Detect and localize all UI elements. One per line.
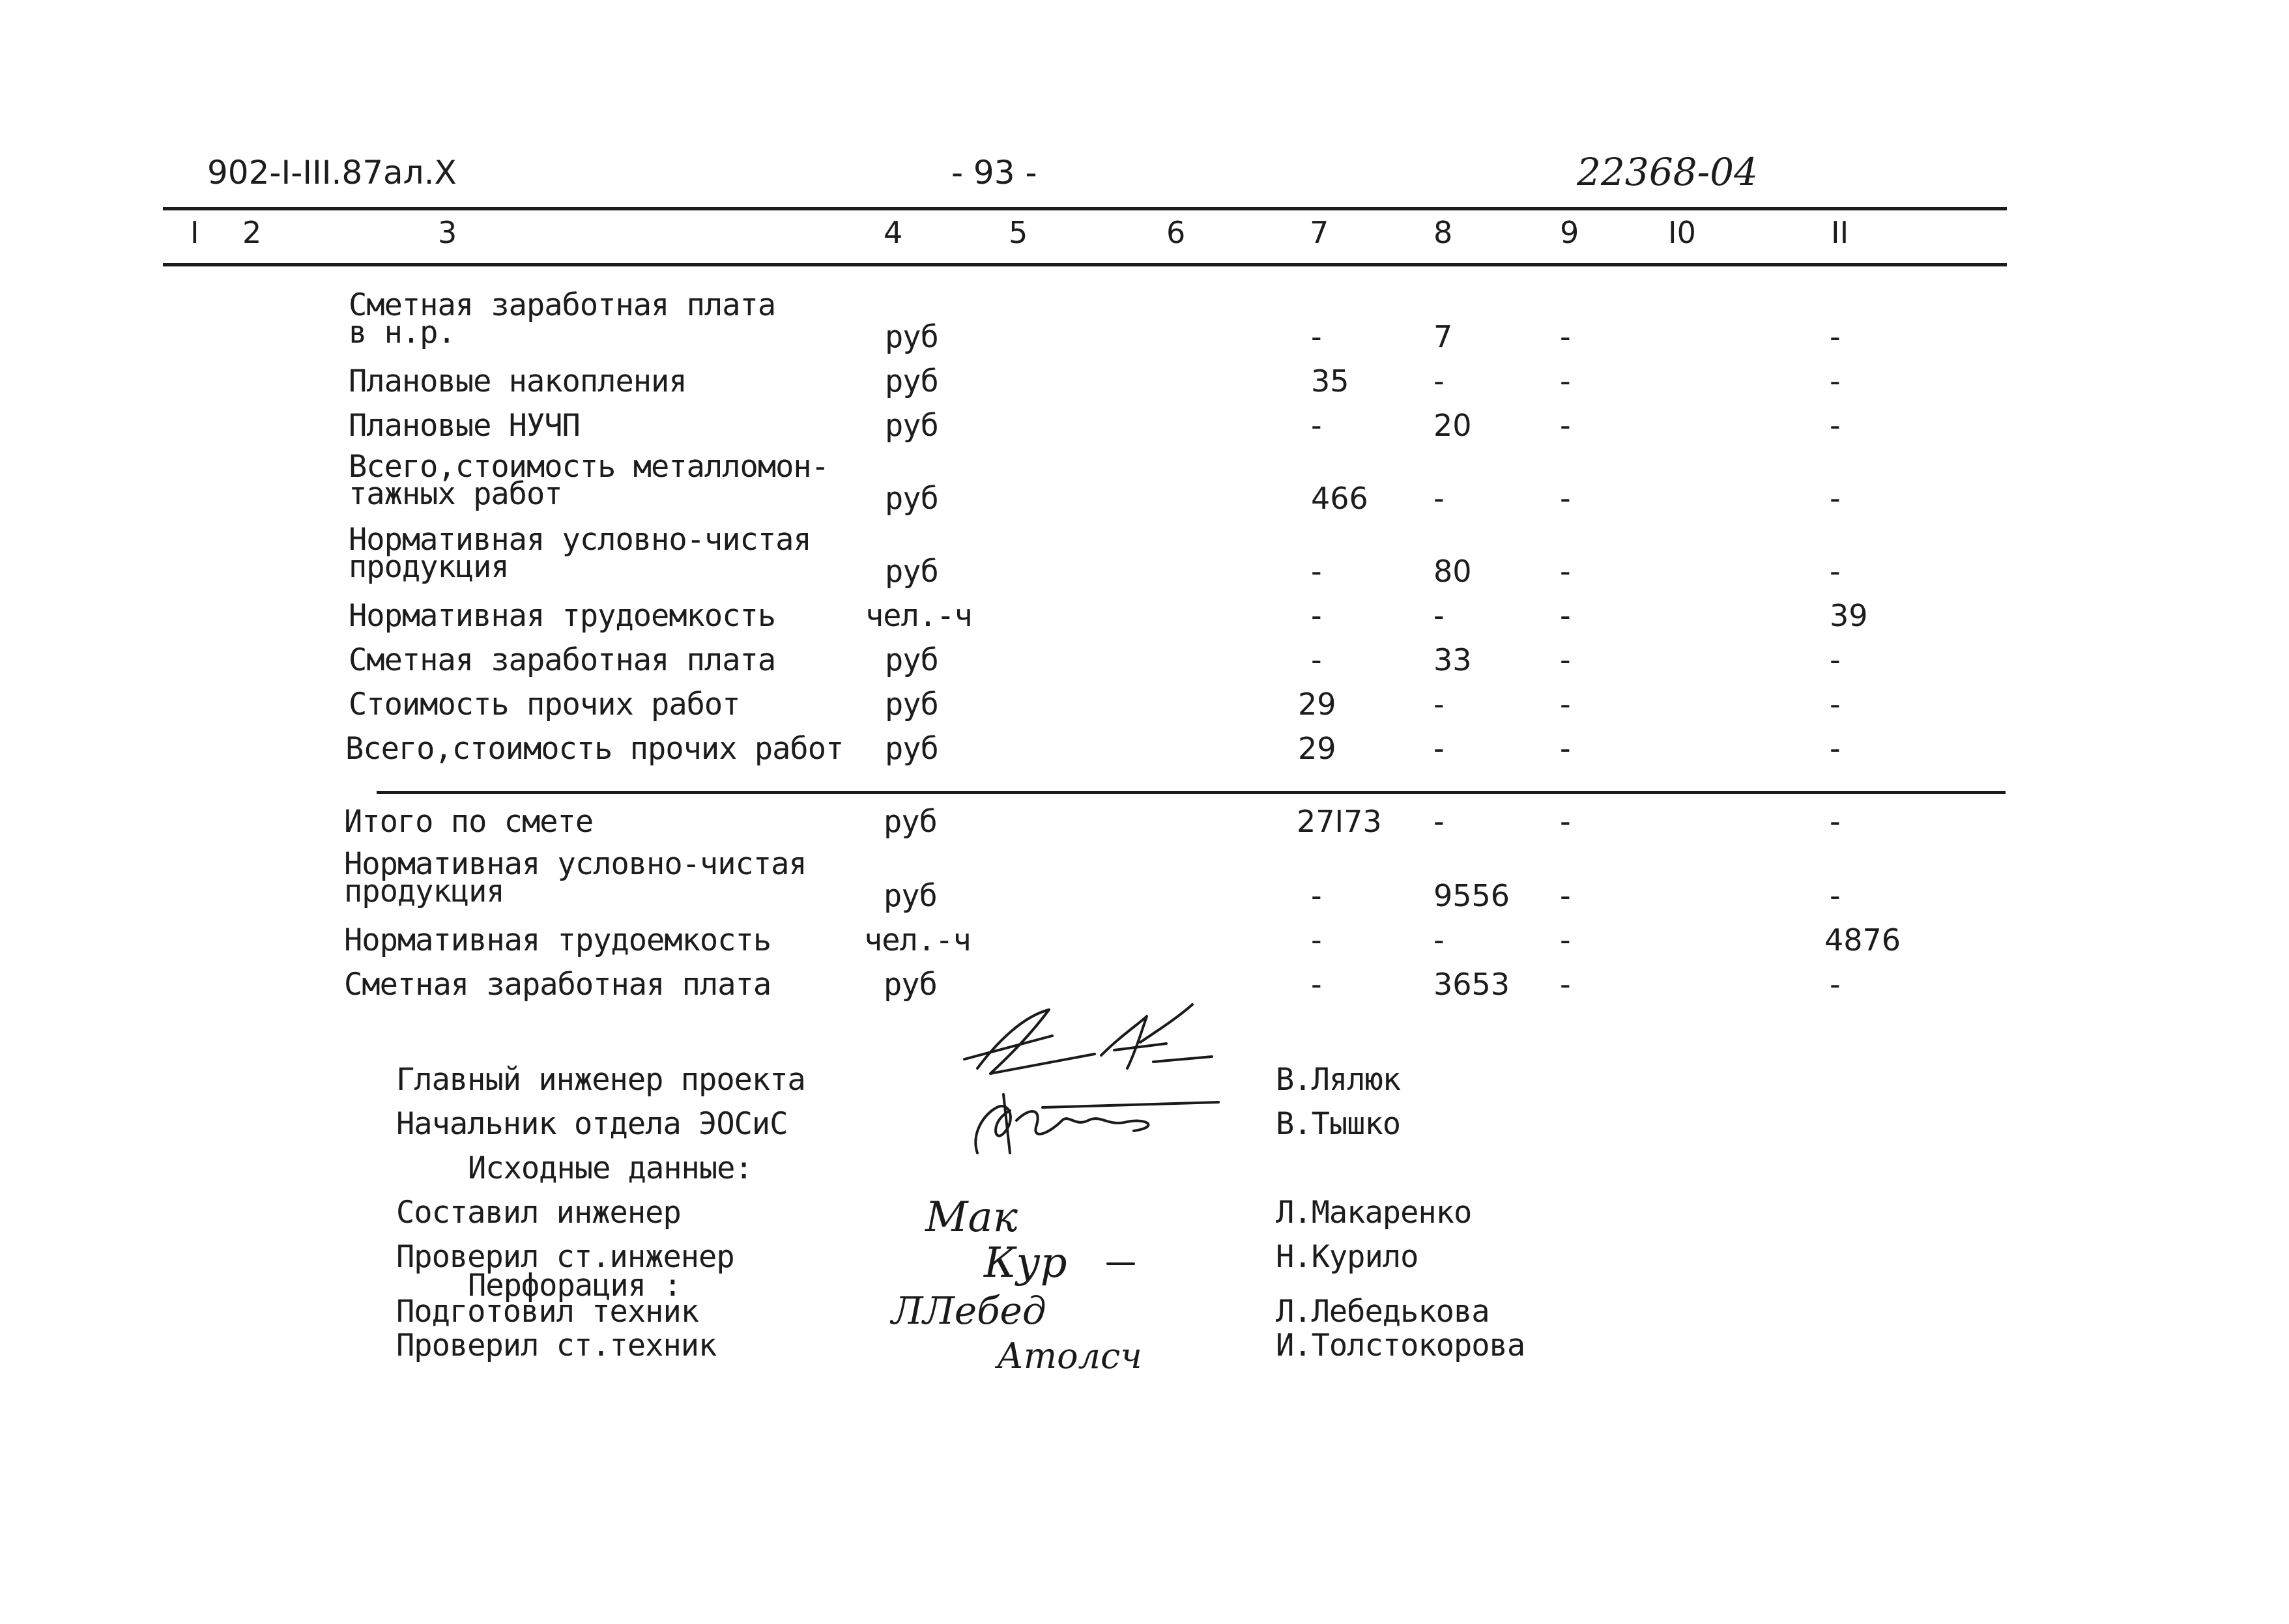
- column-header: 3: [438, 215, 457, 250]
- cell-col8: 7: [1433, 319, 1453, 354]
- section-heading: Перфорация :: [468, 1268, 682, 1303]
- row-label: Сметная заработная плата: [349, 642, 776, 678]
- row-label: Всего,стоимость прочих работ: [345, 731, 844, 767]
- row-label: Нормативная условно-чистая продукция: [349, 522, 811, 585]
- row-unit: руб: [885, 408, 938, 444]
- signature-tyshko: [938, 1081, 1238, 1160]
- subtotal-rule: [377, 791, 2006, 794]
- row-label: Всего,стоимость металломон- тажных работ: [349, 449, 829, 512]
- cell-col8: -: [1433, 598, 1445, 633]
- signature-role: Начальник отдела ЭОСиС: [396, 1106, 788, 1142]
- cell-col11: -: [1830, 731, 1841, 766]
- cell-col8: -: [1433, 687, 1445, 722]
- signature-lebedkova-tolstokorova: [886, 1277, 1160, 1375]
- row-unit: руб: [885, 554, 938, 590]
- inventory-number: 22368-04: [1577, 150, 1758, 194]
- document-code: 902-I-III.87ал.X: [207, 154, 457, 192]
- signature-name: В.Лялюк: [1276, 1062, 1401, 1098]
- signature-role: Проверил ст.инженер: [396, 1239, 734, 1275]
- cell-col7: 466: [1311, 481, 1368, 516]
- cell-col8: 80: [1433, 554, 1472, 589]
- cell-col7: -: [1311, 598, 1322, 633]
- column-header: I0: [1668, 215, 1696, 250]
- cell-col8: -: [1433, 922, 1445, 958]
- cell-col7: -: [1311, 408, 1322, 443]
- cell-col11: -: [1830, 687, 1841, 722]
- cell-col11: -: [1830, 804, 1841, 839]
- cell-col7: -: [1311, 878, 1322, 913]
- cell-col11: -: [1830, 878, 1841, 913]
- cell-col11: -: [1830, 363, 1841, 399]
- row-unit: чел.-ч: [864, 922, 971, 958]
- column-header: 9: [1560, 215, 1579, 250]
- cell-col8: 3653: [1433, 967, 1510, 1002]
- column-header: 6: [1166, 215, 1186, 250]
- cell-col7: -: [1311, 922, 1322, 958]
- row-unit: руб: [884, 967, 937, 1003]
- row-label: Плановые НУЧП: [349, 408, 580, 444]
- cell-col9: -: [1560, 804, 1571, 839]
- column-header: 5: [1009, 215, 1028, 250]
- cell-col9: -: [1560, 642, 1571, 677]
- cell-col9: -: [1560, 922, 1571, 958]
- cell-col7: -: [1311, 319, 1322, 354]
- column-header: 4: [884, 215, 903, 250]
- signature-name: Л.Лебедькова: [1276, 1294, 1490, 1330]
- signature-role: Главный инженер проекта: [396, 1062, 805, 1098]
- signature-name: Л.Макаренко: [1276, 1195, 1472, 1231]
- row-unit: руб: [884, 804, 937, 840]
- section-heading: Исходные данные:: [468, 1150, 753, 1186]
- row-unit: руб: [885, 731, 938, 767]
- column-header: 8: [1433, 215, 1453, 250]
- row-unit: руб: [885, 642, 938, 678]
- row-label: Нормативная трудоемкость: [349, 598, 776, 634]
- row-label: Сметная заработная плата: [344, 967, 771, 1003]
- signature-lyalyuk: [951, 997, 1238, 1088]
- row-label: Стоимость прочих работ: [349, 687, 740, 722]
- row-label: Нормативная трудоемкость: [344, 922, 771, 958]
- cell-col9: -: [1560, 319, 1571, 354]
- sig-text: ЛЛебед: [891, 1289, 1046, 1333]
- sig-text: Мак: [925, 1193, 1018, 1242]
- row-label: Плановые накопления: [349, 363, 687, 399]
- signature-name: В.Тышко: [1276, 1106, 1401, 1142]
- cell-col8: -: [1433, 363, 1445, 399]
- cell-col8: -: [1433, 731, 1445, 766]
- cell-col7: 29: [1298, 687, 1336, 722]
- cell-col7: 27I73: [1297, 804, 1382, 839]
- cell-col7: -: [1311, 967, 1322, 1002]
- cell-col8: 20: [1433, 408, 1472, 443]
- cell-col11: -: [1830, 481, 1841, 516]
- row-unit: руб: [885, 687, 938, 722]
- sig-text: Атолсч: [997, 1335, 1142, 1376]
- signature-name: И.Толстокорова: [1276, 1328, 1525, 1363]
- row-label: Сметная заработная плата в н.р.: [349, 287, 776, 350]
- cell-col9: -: [1560, 878, 1571, 913]
- cell-col7: -: [1311, 554, 1322, 589]
- row-unit: руб: [885, 481, 938, 517]
- row-unit: руб: [884, 878, 937, 914]
- cell-col11: 39: [1830, 598, 1868, 633]
- signature-name: Н.Курило: [1276, 1239, 1418, 1275]
- cell-col7: -: [1311, 642, 1322, 677]
- page-number: - 93 -: [951, 154, 1037, 192]
- cell-col11: -: [1830, 408, 1841, 443]
- row-label: Нормативная условно-чистая продукция: [344, 846, 807, 909]
- header-bottom-rule: [163, 263, 2007, 266]
- row-unit: руб: [885, 319, 938, 355]
- row-label: Итого по смете: [344, 804, 594, 840]
- cell-col8: -: [1433, 481, 1445, 516]
- header-top-rule: [163, 207, 2007, 210]
- signature-role: Составил инженер: [396, 1195, 681, 1231]
- cell-col9: -: [1560, 363, 1571, 399]
- cell-col11: -: [1830, 319, 1841, 354]
- cell-col9: -: [1560, 731, 1571, 766]
- cell-col11: 4876: [1824, 922, 1901, 958]
- column-header: 7: [1310, 215, 1329, 250]
- sig-text: Кур: [984, 1239, 1067, 1287]
- cell-col8: -: [1433, 804, 1445, 839]
- cell-col11: -: [1830, 642, 1841, 677]
- cell-col9: -: [1560, 481, 1571, 516]
- column-header: II: [1831, 215, 1849, 250]
- cell-col9: -: [1560, 554, 1571, 589]
- cell-col9: -: [1560, 408, 1571, 443]
- column-header: 2: [242, 215, 262, 250]
- row-unit: чел.-ч: [865, 598, 972, 634]
- column-header: I: [190, 215, 199, 250]
- signature-role: Подготовил техник: [396, 1294, 699, 1330]
- cell-col11: -: [1830, 554, 1841, 589]
- cell-col9: -: [1560, 967, 1571, 1002]
- cell-col9: -: [1560, 598, 1571, 633]
- cell-col9: -: [1560, 687, 1571, 722]
- row-unit: руб: [885, 363, 938, 399]
- cell-col8: 9556: [1433, 878, 1510, 913]
- cell-col7: 29: [1298, 731, 1336, 766]
- cell-col11: -: [1830, 967, 1841, 1002]
- cell-col8: 33: [1433, 642, 1472, 677]
- signature-role: Проверил ст.техник: [396, 1328, 717, 1363]
- cell-col7: 35: [1311, 363, 1349, 399]
